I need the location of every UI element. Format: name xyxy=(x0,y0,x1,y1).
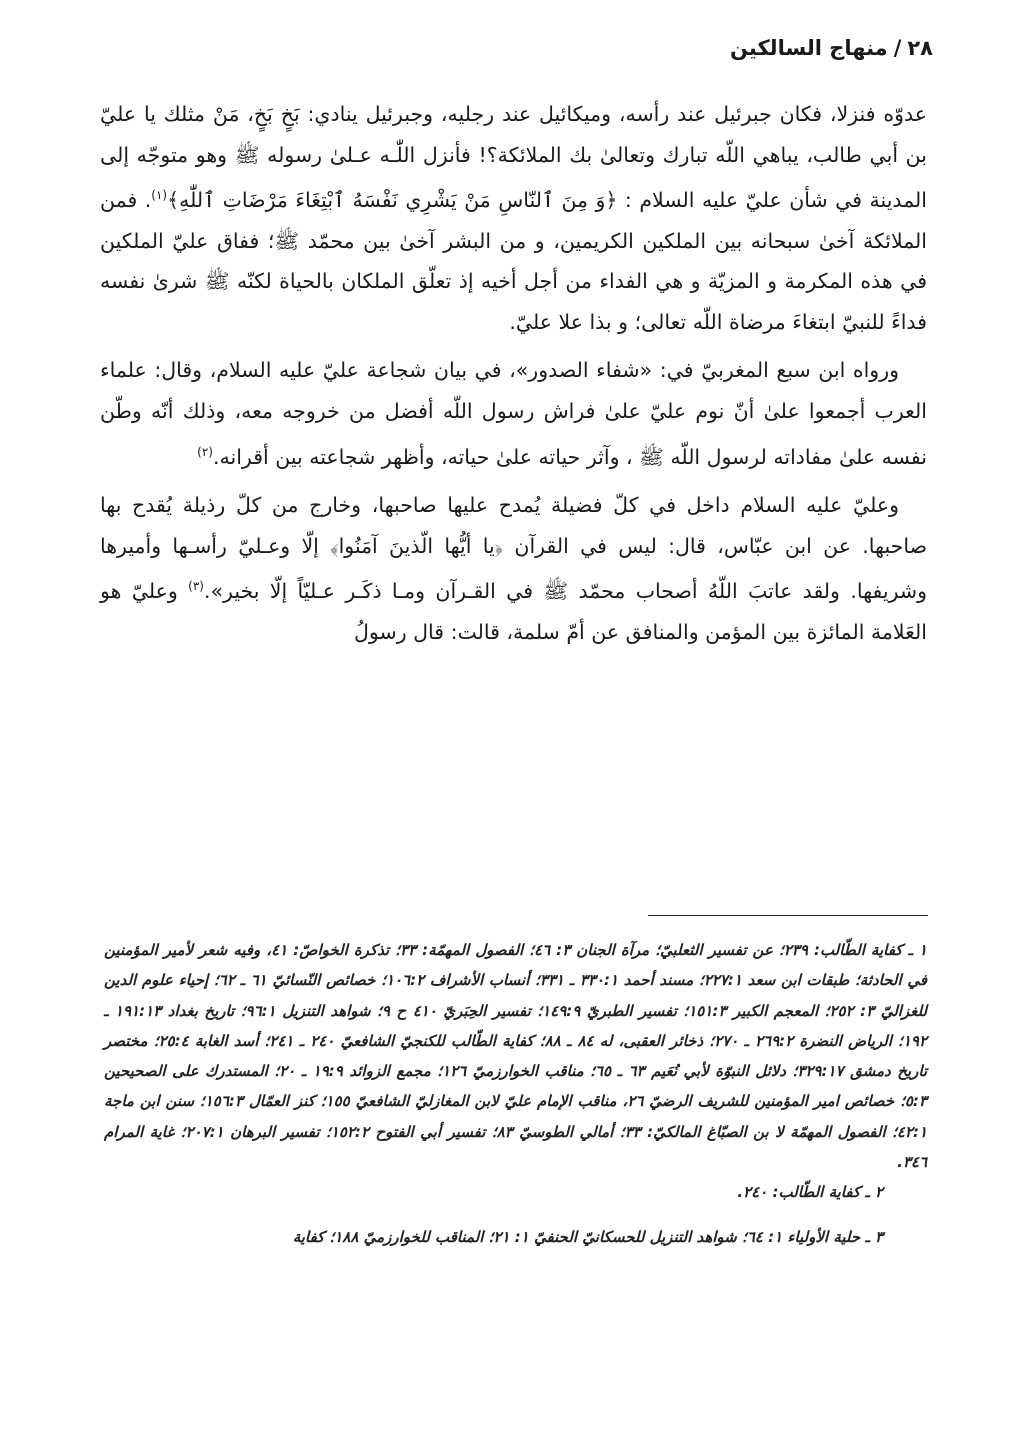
paragraph-3 xyxy=(100,485,927,652)
footnote-2: ٢ ـ كفاية الطّالب: ٢٤٠. xyxy=(737,1183,883,1202)
footnote-3: ٣ ـ حلية الأولياء ١: ٦٤؛ شواهد التنزيل للحسكانيّ الحنفيّ ١: ٢١؛ المناقب للخوارزميّ ١٨٨؛ كفاية xyxy=(292,1227,883,1246)
running-header xyxy=(730,36,933,60)
footnote-ref-2: (٢) xyxy=(197,444,213,459)
book-title: منهاج السالكين xyxy=(730,36,888,60)
footnote-1: ١ ـ كفاية الطّالب: ٢٣٩؛ عن تفسير الثعلبيّ؛ مرآة الجنان ٣: ٤٦؛ الفصول المهمّة: ٣٣؛ تذكرة الخواصّ: ٤١، وفيه شعر لأمير المؤمنين في الحادثة؛ طبقات ابن سعد ٢٢٧:١؛ مسند أحمد ٣٣٠:١ ـ ٣٣١؛ أنساب الأشراف ١٠٦:٢؛ خصائص النّسائيّ ٦١ ـ ٦٢؛ إحياء علوم الدين للغزاليّ ٣: ٢٥٢؛ المعجم الكبير ١٥١:٣؛ تفسير الطبريّ ١٤٩:٩؛ تفسير الحِبَريّ ٤١٠ ح ٩؛ شواهد التنزيل ٩٦:١؛ تاريخ بغداد ١٩١:١٣ ـ ١٩٢؛ الرياض النضرة ٢٦٩:٢ ـ ٢٧٠؛ ذخائر العقبى، له ٨٤ ـ ٨٨؛ كفاية الطّالب للكنجيّ الشافعيّ ٢٤٠ ـ ٢٤١؛ أسد الغابة ٢٥:٤؛ مختصر تاريخ دمشق ٣٢٩:١٧؛ دلائل النبوّة لأبي نُعَيم ٦٣ ـ ٦٥؛ مناقب الخوارزميّ ١٢٦؛ مجمع الزوائد ١٩:٩ ـ ٢٠؛ المستدرك على الصحيحين ٥:٣؛ خصائص امير المؤمنين للشريف الرضيّ ٢٦، مناقب الإمام عليّ لابن المغازليّ الشافعيّ ١٥٥؛ كنز العمّال ١٥٦:٣؛ سنن ابن ماجة ٤٢:١؛ الفصول المهمّة لا بن الصبّاغ المالكيّ: ٣٣؛ أمالي الطوسيّ ٨٣؛ تفسير أبي الفتوح ١٥٢:٢؛ تفسير البرهان ٢٠٧:١؛ غاية المرام ٣٤٦. xyxy=(104,941,928,1172)
paragraph-2-text: ورواه ابن سبع المغربيّ في: «شفاء الصدور»، في بيان شجاعة عليّ عليه السلام، وقال: علماء العرب أجمعوا علىٰ أنّ نوم عليّ علىٰ فراش رسول اللّه أفضل من خروجه معه، وذلك أنّه وطّن نفسه علىٰ مفاداته لرسول اللّه ﷺ ، وآثر حياته علىٰ حياته، وأظهر شجاعته بين أقرانه. xyxy=(100,358,927,469)
paragraph-1-text-b: . فمن الملائكة آخىٰ سبحانه بين الملكين الكريمين، و من البشر آخىٰ بين محمّد ﷺ؛ ففاق عليّ الملكين في هذه المكرمة و المزيّة و هي الفداء من أجل أخيه إذ تعلّق الملكان بالحياة لكنّه ﷺ شرىٰ نفسه فداءً للنبيّ ابتغاءَ مرضاة اللّه تعالى؛ و بذا علا عليّ. xyxy=(100,188,927,334)
footnote-divider xyxy=(648,915,928,916)
paragraph-1 xyxy=(100,94,927,342)
paragraph-1-text-a: عدوّه فنزلا، فكان جبرئيل عند رأسه، وميكائيل عند رجليه، وجبرئيل ينادي: بَخٍ بَخٍ، مَنْ مثلك يا عليّ بن أبي طالب، يباهي اللّه تبارك وتعالىٰ بك الملائكة؟! فأنزل اللّٰـه عـلىٰ رسوله ﷺ وهو متوجّه إلى المدينة في شأن عليّ عليه السلام : ﴿وَ مِنَ ٱلنّاسِ مَنْ يَشْرِي نَفْسَهُ ٱبْتِغَاءَ مَرْضَاتِ ٱللّٰهِ﴾ xyxy=(100,102,927,213)
footnotes xyxy=(104,935,927,1252)
main-text xyxy=(100,94,927,660)
paragraph-3-text-a: وعليّ عليه السلام داخل في كلّ فضيلة يُمدح عليها صاحبها، وخارج من كلّ رذيلة يُقدح بها صاحبها. عن ابن عبّاس، قال: ليس في القرآن ﴿يا أيُّها الّذينَ آمَنُوا﴾ إلّا وعـليّ رأسـها وأميرها وشريفها. ولقد عاتبَ اللّهُ أصحاب محمّد ﷺ في القـرآن ومـا ذكَـر عـليّاً إلّا بخير». xyxy=(100,493,927,604)
paragraph-3-text-b: وعليّ هو العَلامة المائزة بين المؤمن والمنافق عن أمّ سلمة، قالت: قال رسولُ xyxy=(100,579,927,644)
footnote-ref-1: (١) xyxy=(151,188,168,203)
paragraph-2 xyxy=(100,350,927,477)
header-separator: / xyxy=(893,36,902,60)
page-number: ٢٨ xyxy=(907,36,933,60)
footnote-ref-3: (٣) xyxy=(188,579,204,594)
